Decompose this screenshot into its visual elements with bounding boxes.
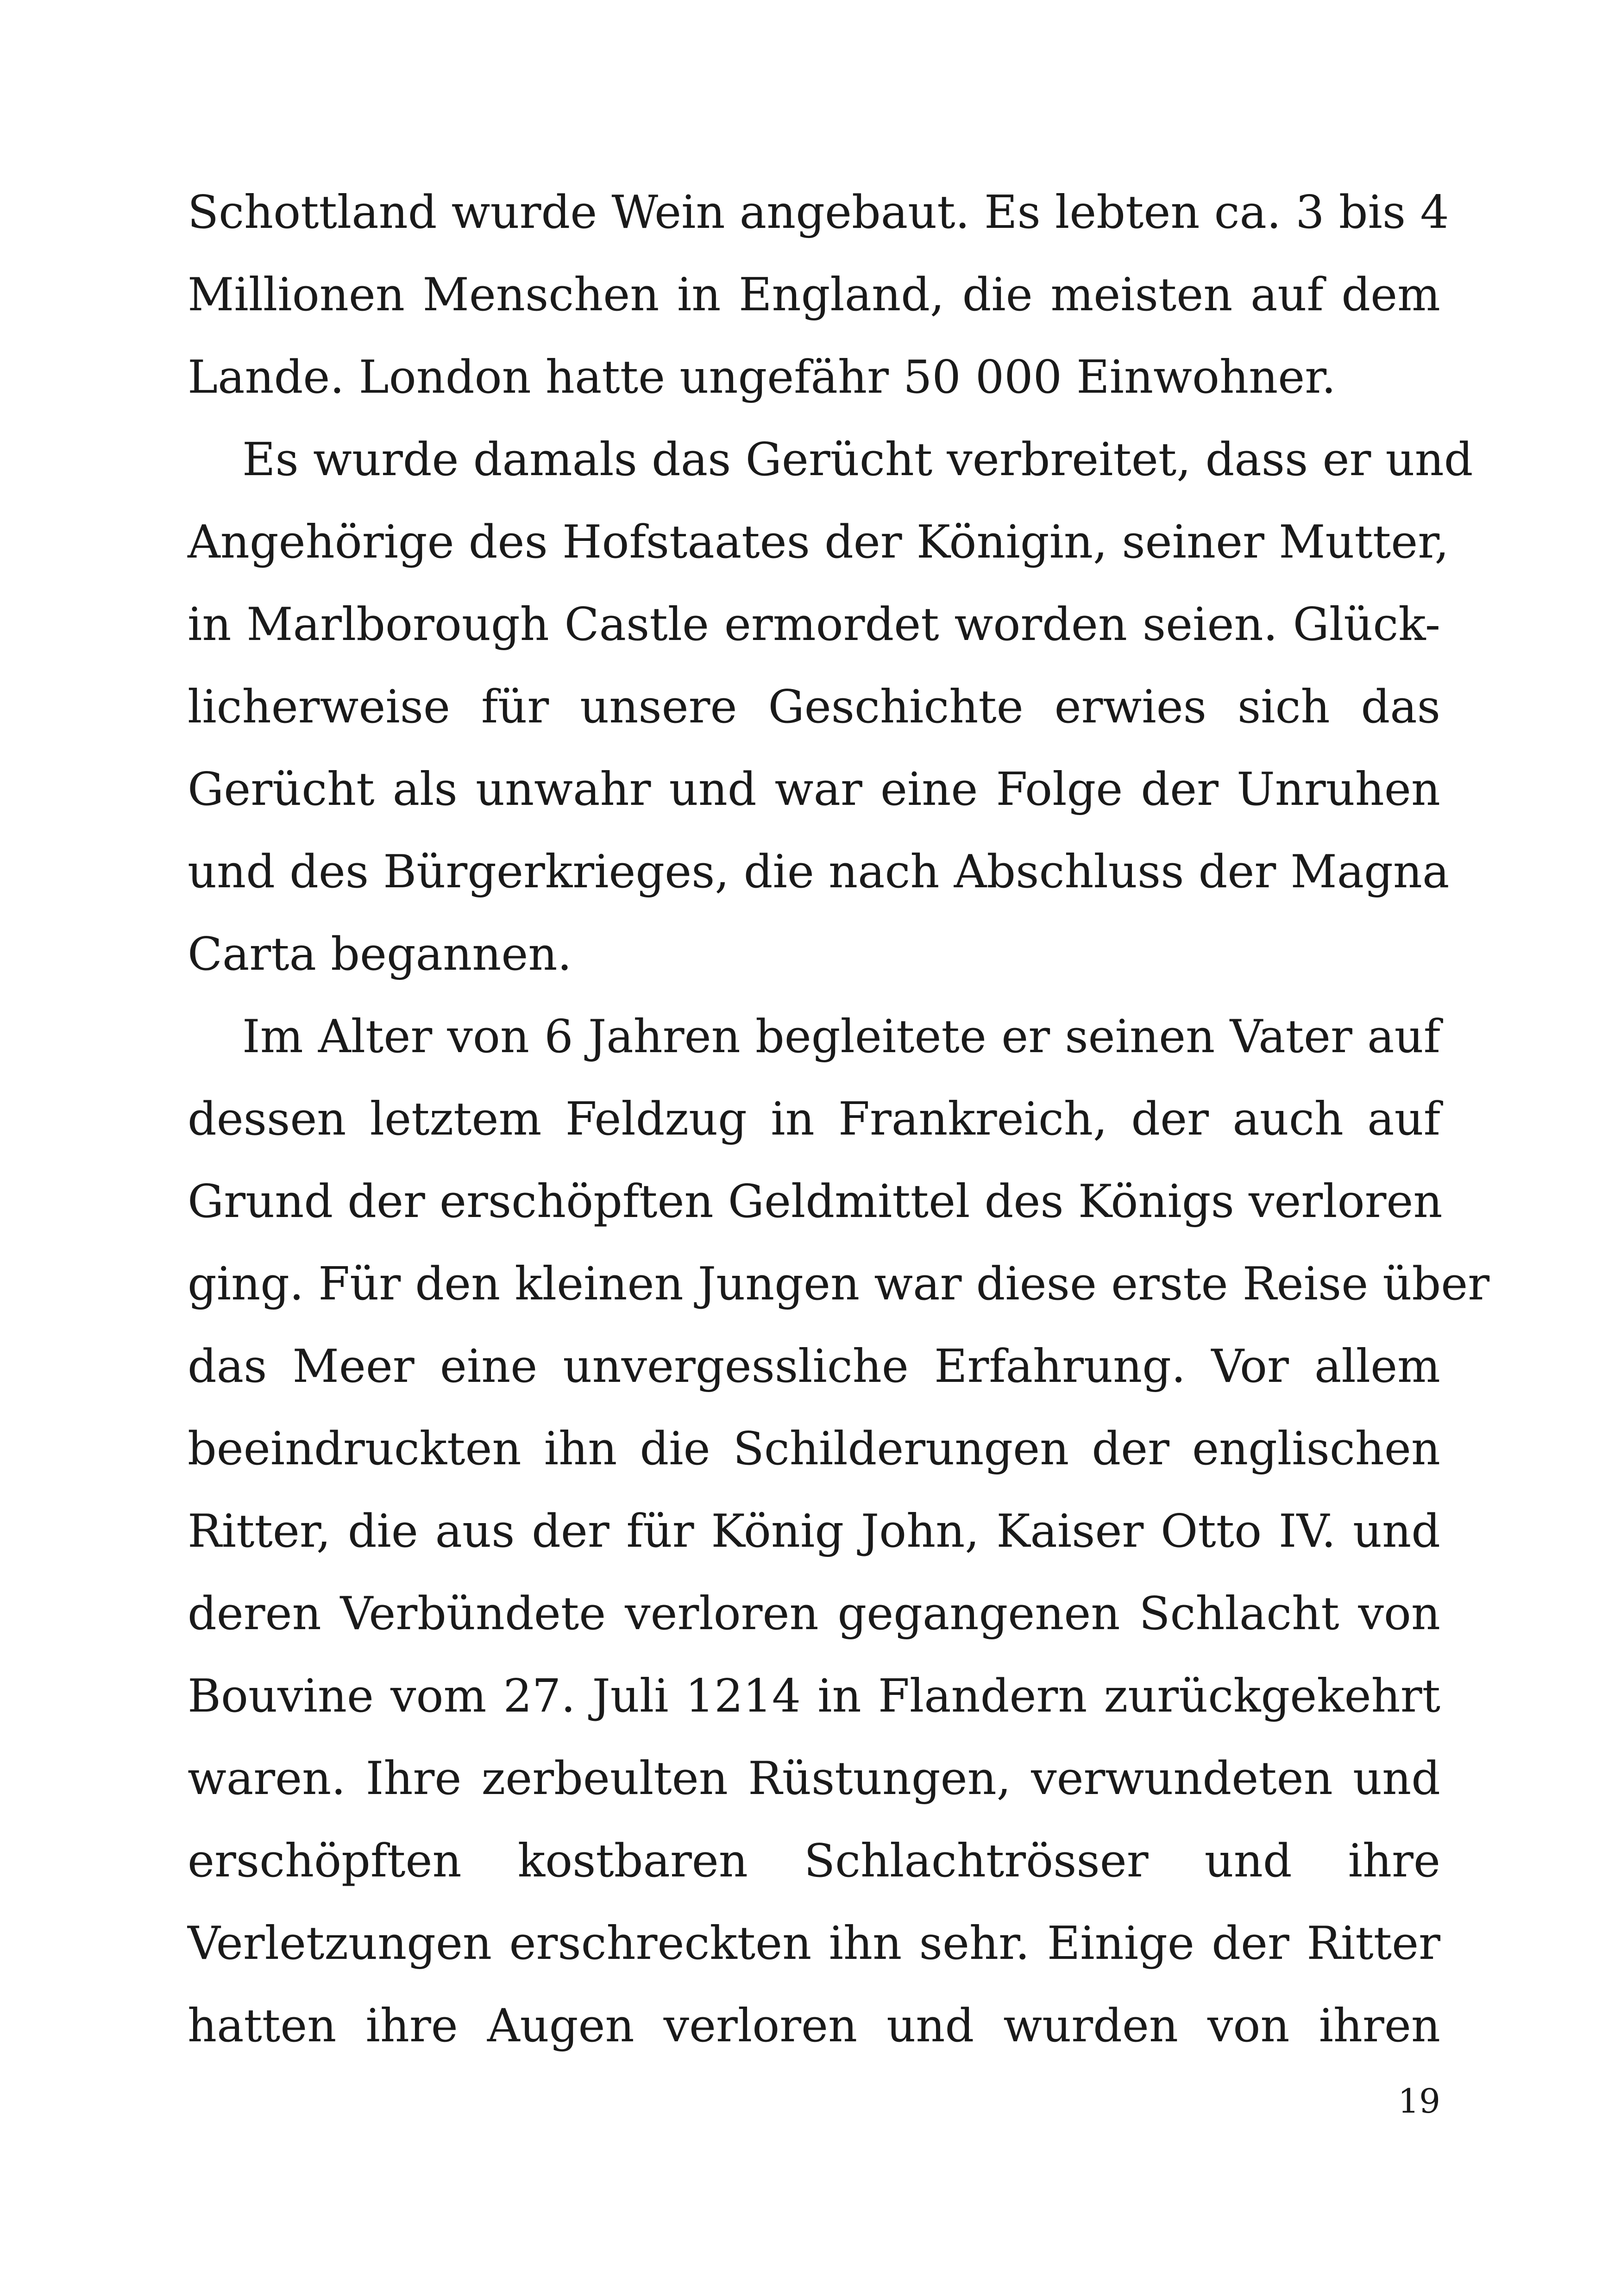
page-number: 19 xyxy=(1398,2082,1440,2120)
paragraph-3-line-12: Verletzungen erschreckten ihn sehr. Einige der Ritter xyxy=(188,1917,1440,1970)
paragraph-2-line-3: in Marlborough Castle ermordet worden seien. Glück- xyxy=(188,598,1440,651)
paragraph-3-line-2: dessen letztem Feldzug in Frankreich, der auch auf xyxy=(188,1093,1440,1146)
paragraph-3-line-9: Bouvine vom 27. Juli 1214 in Flandern zurückgekehrt xyxy=(188,1670,1440,1723)
paragraph-2-line-1: Es wurde damals das Gerücht verbreitet, dass er und xyxy=(242,433,1473,486)
paragraph-3-line-5: das Meer eine unvergessliche Erfahrung. Vor allem xyxy=(188,1340,1440,1393)
paragraph-1-line-3: Lande. London hatte ungefähr 50 000 Einwohner. xyxy=(188,351,1336,404)
paragraph-1-line-1: Schottland wurde Wein angebaut. Es lebten ca. 3 bis 4 xyxy=(188,186,1449,239)
paragraph-2-line-4: licherweise für unsere Geschichte erwies sich das xyxy=(188,681,1440,734)
paragraph-3-line-3: Grund der erschöpften Geldmittel des Königs verloren xyxy=(188,1175,1443,1228)
paragraph-2-line-7: Carta begannen. xyxy=(188,928,572,981)
paragraph-3-line-4: ging. Für den kleinen Jungen war diese erste Reise über xyxy=(188,1258,1490,1311)
paragraph-3-line-6: beeindruckten ihn die Schilderungen der englischen xyxy=(188,1423,1440,1475)
paragraph-1-line-2: Millionen Menschen in England, die meisten auf dem xyxy=(188,269,1440,321)
paragraph-3-line-11: erschöpften kostbaren Schlachtrösser und ihre xyxy=(188,1835,1440,1888)
paragraph-3-line-1: Im Alter von 6 Jahren begleitete er seinen Vater auf xyxy=(242,1010,1440,1063)
paragraph-3-line-7: Ritter, die aus der für König John, Kaiser Otto IV. und xyxy=(188,1505,1440,1558)
paragraph-2-line-6: und des Bürgerkrieges, die nach Abschluss der Magna xyxy=(188,846,1450,898)
paragraph-3-line-13: hatten ihre Augen verloren und wurden von ihren xyxy=(188,2000,1440,2052)
paragraph-2-line-5: Gerücht als unwahr und war eine Folge der Unruhen xyxy=(188,763,1440,816)
paragraph-2-line-2: Angehörige des Hofstaates der Königin, seiner Mutter, xyxy=(188,516,1449,569)
paragraph-3-line-8: deren Verbündete verloren gegangenen Schlacht von xyxy=(188,1587,1440,1640)
paragraph-3-line-10: waren. Ihre zerbeulten Rüstungen, verwundeten und xyxy=(188,1752,1440,1805)
body-text xyxy=(188,171,1490,2067)
